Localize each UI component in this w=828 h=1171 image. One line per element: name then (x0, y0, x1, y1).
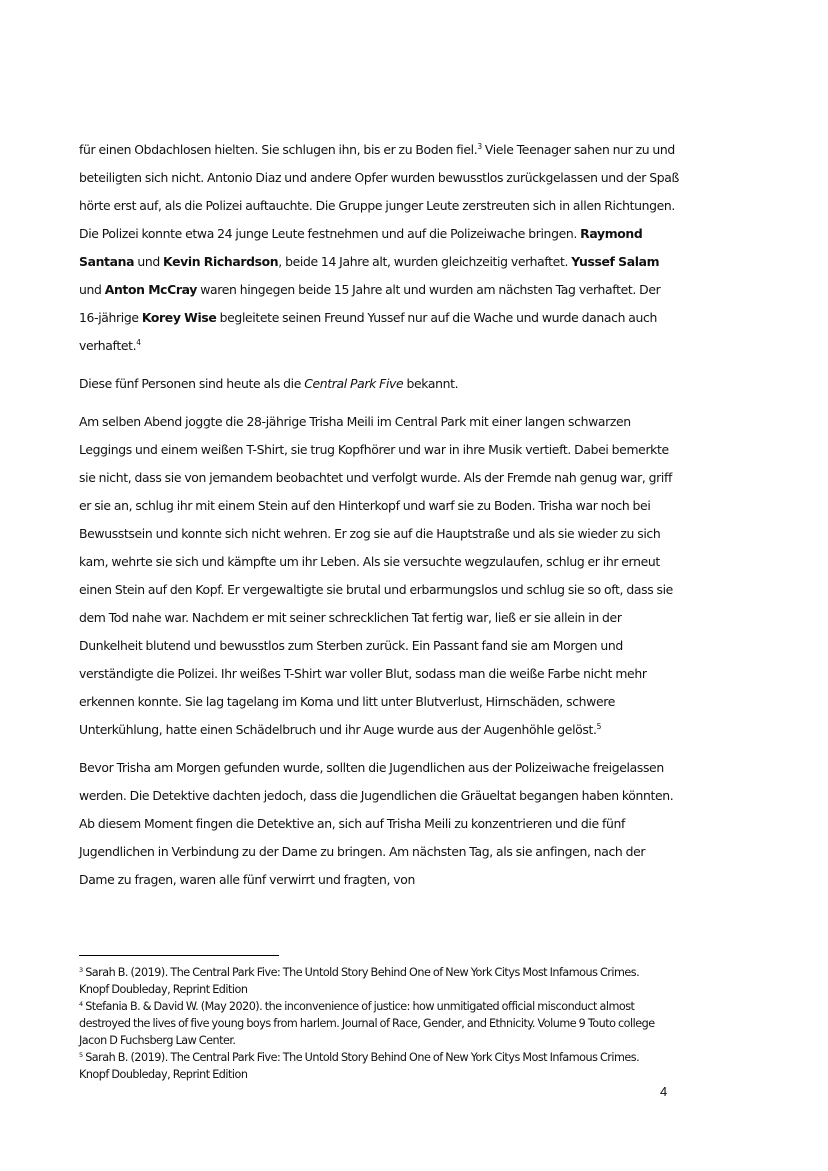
footnote-number: 5 (79, 1051, 83, 1059)
person-name: Anton McCray (104, 282, 198, 297)
person-name: Yussef Salam (571, 254, 660, 269)
footnotes (79, 964, 669, 1083)
person-name: Korey Wise (141, 310, 217, 325)
paragraph (79, 754, 679, 894)
emphasis-text: Central Park Five (304, 376, 404, 391)
text-run: begleitete seinen Freund Yussef nur auf die Wache und wurde danach auch verhaftet. (79, 310, 658, 353)
paragraph (79, 370, 679, 398)
text-run: und (134, 254, 164, 269)
footnote-separator (79, 955, 279, 956)
footnote-reference: 5 (596, 722, 602, 731)
footnote-item (79, 1049, 669, 1083)
text-run: und (79, 282, 105, 297)
text-run: Bevor Trisha am Morgen gefunden wurde, sollten die Jugendlichen aus der Polizeiwache freigelassen werden. Die Detektive dachten jedoch, dass die Jugendlichen die Gräueltat begangen haben könnten. Ab diesem Moment fingen die Detektive an, sich auf Trisha Meili zu konzentrieren und die fünf Jugendlichen in Verbindung zu der Dame zu bringen. Am nächsten Tag, als sie anfingen, nach der Dame zu fragen, waren alle fünf verwirrt und fragten, von (79, 760, 674, 887)
footnote-reference: 3 (477, 142, 482, 151)
footnote-text: Sarah B. (2019). The Central Park Five: The Untold Story Behind One of New York Citys Most Infamous Crimes. Knopf Doubleday, Reprint Edition (79, 966, 640, 996)
text-run: waren hingegen beide 15 Jahre alt und wurden am nächsten Tag verhaftet. Der 16-jährige (79, 282, 661, 325)
text-run: Am selben Abend joggte die 28-jährige Trisha Meili im Central Park mit einer langen schwarzen Leggings und einem weißen T-Shirt, sie trug Kopfhörer und war in ihre Musik vertieft. Dabei bemerkte sie nicht, dass sie von jemandem beobachtet und verfolgt wurde. Als der Fremde nah genug war, griff er sie an, schlug ihr mit einem Stein auf den Hinterkopf und warf sie zu Boden. Trisha war noch bei Bewusstsein und konnte sich nicht wehren. Er zog sie auf die Hauptstraße und als sie wieder zu sich kam, wehrte sie sich und kämpfte um ihr Leben. Als sie versuchte wegzulaufen, schlug er ihr erneut einen Stein auf den Kopf. Er vergewaltigte sie brutal und erbarmungslos und schlug sie so oft, dass sie dem Tod nahe war. Nachdem er mit seiner schrecklichen Tat fertig war, ließ er sie allein in der Dunkelheit blutend und bewusstlos zum Sterben zurück. Ein Passant fand sie am Morgen und verständigte die Polizei. Ihr weißes T-Shirt war voller Blut, sodass man die weiße Farbe nicht mehr erkennen konnte. Sie lag tagelang im Koma und litt unter Blutverlust, Hirnschäden, schwere Unterkühlung, hatte einen Schädelbruch und ihr Auge wurde aus der Augenhöhle gelöst. (79, 414, 673, 737)
text-run: bekannt. (403, 376, 459, 391)
text-run: für einen Obdachlosen hielten. Sie schlugen ihn, bis er zu Boden fiel. (79, 142, 478, 157)
footnote-text: Stefania B. & David W. (May 2020). the inconvenience of justice: how unmitigated official misconduct almost destroyed the lives of five young boys from harlem. Journal of Race, Gender, and Ethnicity. Volume 9 Touto college Jacon D Fuchsberg Law Center. (79, 1000, 655, 1047)
footnote-number: 3 (79, 966, 83, 974)
page-number: 4 (660, 1084, 668, 1099)
paragraph (79, 408, 679, 744)
footnote-item (79, 998, 669, 1049)
body-text (79, 136, 679, 904)
paragraph (79, 136, 679, 360)
person-name: Raymond Santana (79, 226, 643, 269)
person-name: Kevin Richardson (163, 254, 279, 269)
footnote-item (79, 964, 669, 998)
text-run: Diese fünf Personen sind heute als die (79, 376, 305, 391)
footnote-text: Sarah B. (2019). The Central Park Five: The Untold Story Behind One of New York Citys Most Infamous Crimes. Knopf Doubleday, Reprint Edition (79, 1051, 640, 1081)
text-run: , beide 14 Jahre alt, wurden gleichzeitig verhaftet. (278, 254, 572, 269)
footnote-number: 4 (79, 1000, 83, 1008)
text-run: Viele Teenager sahen nur zu und beteiligten sich nicht. Antonio Diaz und andere Opfer wurden bewusstlos zurückgelassen und der Spaß hörte erst auf, als die Polizei auftauchte. Die Gruppe junger Leute zerstreuten sich in allen Richtungen. Die Polizei konnte etwa 24 junge Leute festnehmen und auf die Polizeiwache bringen. (79, 142, 679, 241)
footnote-reference: 4 (136, 338, 141, 347)
